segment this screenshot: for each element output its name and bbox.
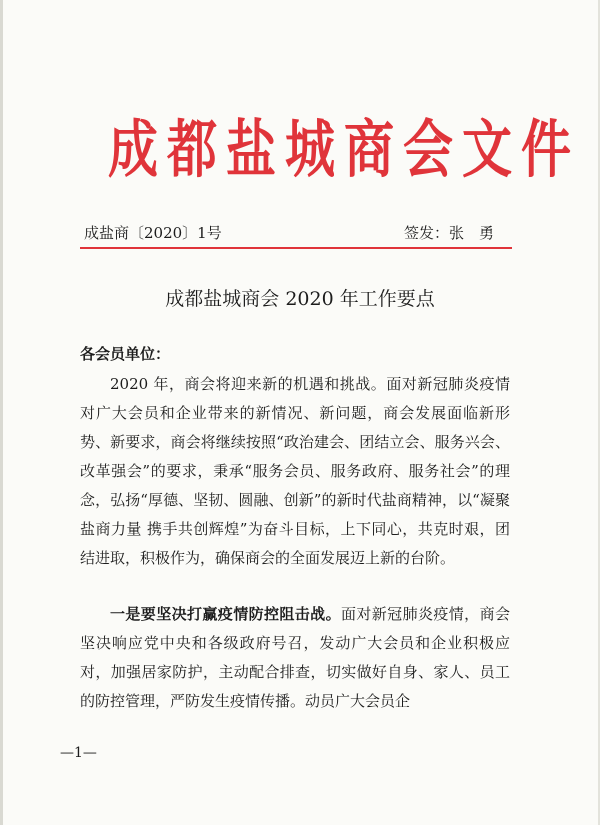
- document-title: 成都盐城商会 2020 年工作要点: [165, 288, 435, 310]
- paragraph-intro: 2020 年，商会将迎来新的机遇和挑战。面对新冠肺炎疫情对广大会员和企业带来的新情况、新问题，商会发展面临新形势、新要求，商会将继续按照“政治建会、团结立会、服务兴会、改革强会”的要求，秉承“服务会员、服务政府、服务社会”的理念，弘扬“厚德、坚韧、圆融、创新”的新时代盐商精神，以“凝聚盐商力量 携手共创辉煌”为奋斗目标，上下同心，共克时艰，团结进取，积极作为，确保商会的全面发展迈上新的台阶。: [80, 375, 510, 567]
- page-number: —1—: [60, 745, 97, 761]
- signer: 签发：张 勇: [404, 224, 495, 242]
- scan-edge-left: [0, 0, 3, 825]
- paragraph-lead: 一是要坚决打赢疫情防控阻击战。: [110, 605, 341, 623]
- letterhead-title: 成都盐城商会文件: [108, 113, 580, 186]
- paragraph-body: 面对新冠肺炎疫情，商会坚决响应党中央和各级政府号召，发动广大会员和企业积极应对，加强居家防护，主动配合排查，切实做好自身、家人、员工的防控管理，严防发生疫情传播。动员广大会员企: [80, 605, 510, 710]
- document-number: 成盐商〔2020〕1号: [84, 224, 222, 242]
- salutation: 各会员单位：: [80, 345, 171, 363]
- red-divider-line: [80, 247, 512, 249]
- paragraph-first-point: [80, 600, 510, 716]
